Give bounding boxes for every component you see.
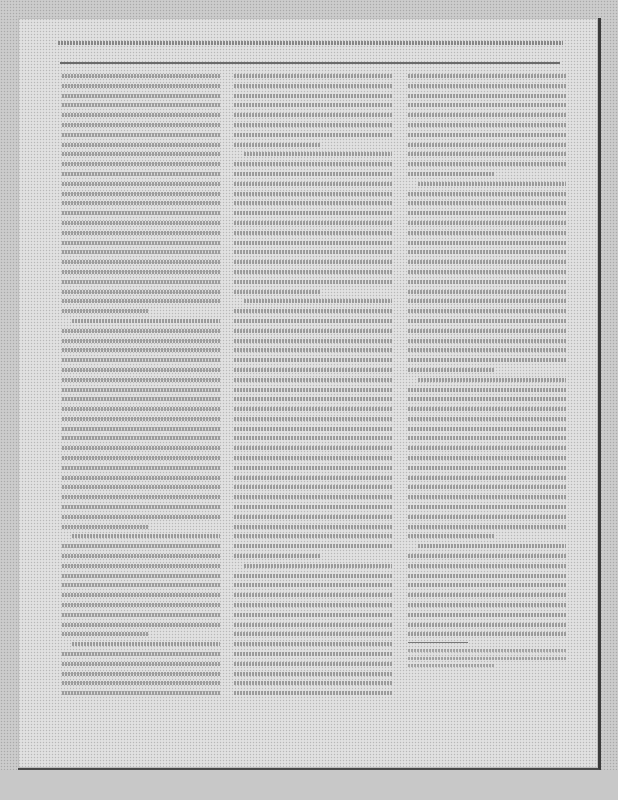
text-line bbox=[408, 152, 566, 156]
text-line bbox=[408, 221, 566, 225]
text-line bbox=[62, 485, 220, 489]
text-line bbox=[234, 613, 392, 617]
text-line bbox=[234, 231, 392, 235]
text-line bbox=[62, 123, 220, 127]
text-line bbox=[72, 642, 220, 646]
text-line bbox=[408, 623, 566, 627]
text-line bbox=[234, 211, 392, 215]
text-line bbox=[244, 299, 392, 303]
text-line bbox=[244, 564, 392, 568]
text-line bbox=[62, 691, 220, 695]
text-line bbox=[408, 309, 566, 313]
text-line bbox=[62, 280, 220, 284]
text-line bbox=[408, 123, 566, 127]
text-line bbox=[234, 270, 392, 274]
text-line bbox=[408, 133, 566, 137]
text-line bbox=[234, 691, 392, 695]
text-line bbox=[234, 260, 392, 264]
text-line bbox=[62, 417, 220, 421]
text-line bbox=[234, 662, 392, 666]
text-line bbox=[408, 172, 495, 176]
text-line bbox=[408, 476, 566, 480]
text-line bbox=[408, 485, 566, 489]
text-line bbox=[62, 133, 220, 137]
text-line bbox=[62, 544, 220, 548]
text-line bbox=[234, 74, 392, 78]
text-line bbox=[62, 368, 220, 372]
text-column-1 bbox=[62, 74, 220, 714]
text-line bbox=[408, 329, 566, 333]
text-line bbox=[234, 652, 392, 656]
text-line bbox=[408, 593, 566, 597]
text-line bbox=[408, 162, 566, 166]
text-line bbox=[234, 388, 392, 392]
text-line bbox=[234, 632, 392, 636]
text-line bbox=[234, 348, 392, 352]
text-line bbox=[62, 74, 220, 78]
text-line bbox=[62, 564, 220, 568]
text-line bbox=[408, 113, 566, 117]
text-line bbox=[408, 564, 566, 568]
footnote-line bbox=[408, 664, 495, 667]
text-line bbox=[234, 574, 392, 578]
text-line bbox=[234, 250, 392, 254]
text-line bbox=[234, 525, 392, 529]
text-line bbox=[234, 583, 392, 587]
text-line bbox=[234, 221, 392, 225]
text-line bbox=[62, 583, 220, 587]
text-line bbox=[62, 309, 149, 313]
text-line bbox=[408, 534, 495, 538]
text-line bbox=[408, 143, 566, 147]
text-line bbox=[234, 623, 392, 627]
text-line bbox=[408, 94, 566, 98]
text-line bbox=[234, 358, 392, 362]
text-line bbox=[62, 388, 220, 392]
text-line bbox=[234, 192, 392, 196]
text-line bbox=[62, 221, 220, 225]
text-line bbox=[234, 329, 392, 333]
text-line bbox=[234, 182, 392, 186]
text-line bbox=[408, 348, 566, 352]
text-line bbox=[408, 407, 566, 411]
text-line bbox=[408, 339, 566, 343]
text-line bbox=[408, 103, 566, 107]
text-line bbox=[408, 436, 566, 440]
text-line bbox=[234, 123, 392, 127]
text-line bbox=[418, 544, 566, 548]
text-line bbox=[62, 554, 220, 558]
text-line bbox=[62, 260, 220, 264]
text-line bbox=[234, 397, 392, 401]
text-line bbox=[408, 583, 566, 587]
text-line bbox=[408, 241, 566, 245]
text-line bbox=[62, 152, 220, 156]
text-line bbox=[234, 162, 392, 166]
text-line bbox=[62, 299, 220, 303]
text-line bbox=[234, 466, 392, 470]
text-line bbox=[62, 192, 220, 196]
scan-margin bbox=[0, 770, 618, 800]
text-line bbox=[62, 143, 220, 147]
text-line bbox=[408, 211, 566, 215]
text-line bbox=[62, 397, 220, 401]
text-line bbox=[62, 250, 220, 254]
text-line bbox=[62, 446, 220, 450]
text-line bbox=[62, 290, 220, 294]
text-line bbox=[408, 456, 566, 460]
footnote-rule bbox=[408, 642, 468, 643]
text-line bbox=[234, 672, 392, 676]
text-line bbox=[62, 603, 220, 607]
text-line bbox=[72, 319, 220, 323]
text-line bbox=[408, 260, 566, 264]
text-line bbox=[234, 427, 392, 431]
text-line bbox=[408, 466, 566, 470]
text-line bbox=[62, 672, 220, 676]
text-line bbox=[234, 495, 392, 499]
text-line bbox=[62, 113, 220, 117]
header-rule bbox=[60, 62, 560, 64]
text-line bbox=[234, 515, 392, 519]
text-line bbox=[244, 152, 392, 156]
text-line bbox=[62, 339, 220, 343]
text-line bbox=[234, 593, 392, 597]
text-line bbox=[234, 681, 392, 685]
text-line bbox=[408, 270, 566, 274]
text-line bbox=[62, 495, 220, 499]
text-line bbox=[62, 348, 220, 352]
text-line bbox=[234, 554, 321, 558]
text-line bbox=[408, 613, 566, 617]
text-line bbox=[62, 505, 220, 509]
text-line bbox=[234, 103, 392, 107]
text-line bbox=[62, 466, 220, 470]
text-line bbox=[234, 113, 392, 117]
text-line bbox=[234, 378, 392, 382]
text-line bbox=[408, 290, 566, 294]
text-line bbox=[62, 270, 220, 274]
scanned-page bbox=[18, 18, 601, 771]
text-line bbox=[234, 143, 321, 147]
text-line bbox=[408, 388, 566, 392]
text-line bbox=[408, 603, 566, 607]
text-line bbox=[234, 280, 392, 284]
text-line bbox=[408, 280, 566, 284]
text-line bbox=[62, 103, 220, 107]
text-line bbox=[234, 84, 392, 88]
text-line bbox=[408, 319, 566, 323]
text-line bbox=[408, 299, 566, 303]
text-line bbox=[62, 515, 220, 519]
text-line bbox=[62, 427, 220, 431]
text-line bbox=[408, 84, 566, 88]
text-line bbox=[62, 613, 220, 617]
text-line bbox=[234, 436, 392, 440]
text-line bbox=[62, 525, 149, 529]
footnote-line bbox=[408, 649, 566, 652]
text-line bbox=[408, 368, 495, 372]
text-line bbox=[234, 505, 392, 509]
text-line bbox=[408, 574, 566, 578]
text-line bbox=[62, 172, 220, 176]
text-column-2 bbox=[234, 74, 392, 714]
text-line bbox=[234, 485, 392, 489]
text-line bbox=[408, 192, 566, 196]
text-line bbox=[234, 603, 392, 607]
text-line bbox=[408, 554, 566, 558]
text-line bbox=[408, 397, 566, 401]
text-line bbox=[62, 652, 220, 656]
text-line bbox=[408, 446, 566, 450]
text-line bbox=[62, 476, 220, 480]
text-line bbox=[62, 231, 220, 235]
text-line bbox=[234, 544, 392, 548]
text-line bbox=[408, 201, 566, 205]
text-line bbox=[62, 182, 220, 186]
text-line bbox=[234, 476, 392, 480]
text-line bbox=[408, 417, 566, 421]
text-line bbox=[62, 623, 220, 627]
text-line bbox=[62, 436, 220, 440]
text-line bbox=[62, 84, 220, 88]
text-line bbox=[62, 329, 220, 333]
running-head bbox=[58, 38, 563, 62]
text-line bbox=[408, 250, 566, 254]
text-line bbox=[62, 211, 220, 215]
text-line bbox=[62, 241, 220, 245]
text-line bbox=[62, 681, 220, 685]
text-line bbox=[234, 456, 392, 460]
text-line bbox=[62, 201, 220, 205]
text-line bbox=[62, 632, 149, 636]
text-line bbox=[234, 446, 392, 450]
text-line bbox=[234, 94, 392, 98]
text-line bbox=[234, 290, 321, 294]
text-line bbox=[72, 534, 220, 538]
text-line bbox=[408, 515, 566, 519]
text-line bbox=[62, 358, 220, 362]
text-line bbox=[234, 642, 392, 646]
text-line bbox=[408, 505, 566, 509]
text-line bbox=[62, 456, 220, 460]
text-line bbox=[408, 358, 566, 362]
text-line bbox=[408, 74, 566, 78]
text-line bbox=[62, 662, 220, 666]
text-line bbox=[234, 319, 392, 323]
text-line bbox=[408, 495, 566, 499]
text-line bbox=[234, 241, 392, 245]
text-line bbox=[62, 574, 220, 578]
text-line bbox=[62, 162, 220, 166]
text-line bbox=[234, 534, 392, 538]
text-line bbox=[408, 427, 566, 431]
text-line bbox=[234, 417, 392, 421]
text-line bbox=[408, 525, 566, 529]
text-line bbox=[62, 593, 220, 597]
text-line bbox=[234, 407, 392, 411]
text-line bbox=[234, 368, 392, 372]
text-line bbox=[234, 309, 392, 313]
text-line bbox=[418, 378, 566, 382]
text-column-3 bbox=[408, 74, 566, 714]
text-line bbox=[62, 407, 220, 411]
text-line bbox=[234, 133, 392, 137]
text-line bbox=[408, 231, 566, 235]
footnote-line bbox=[408, 657, 566, 660]
text-line bbox=[234, 172, 392, 176]
text-line bbox=[418, 182, 566, 186]
text-line bbox=[408, 632, 566, 636]
text-line bbox=[234, 201, 392, 205]
text-line bbox=[62, 378, 220, 382]
text-line bbox=[234, 339, 392, 343]
text-line bbox=[62, 94, 220, 98]
